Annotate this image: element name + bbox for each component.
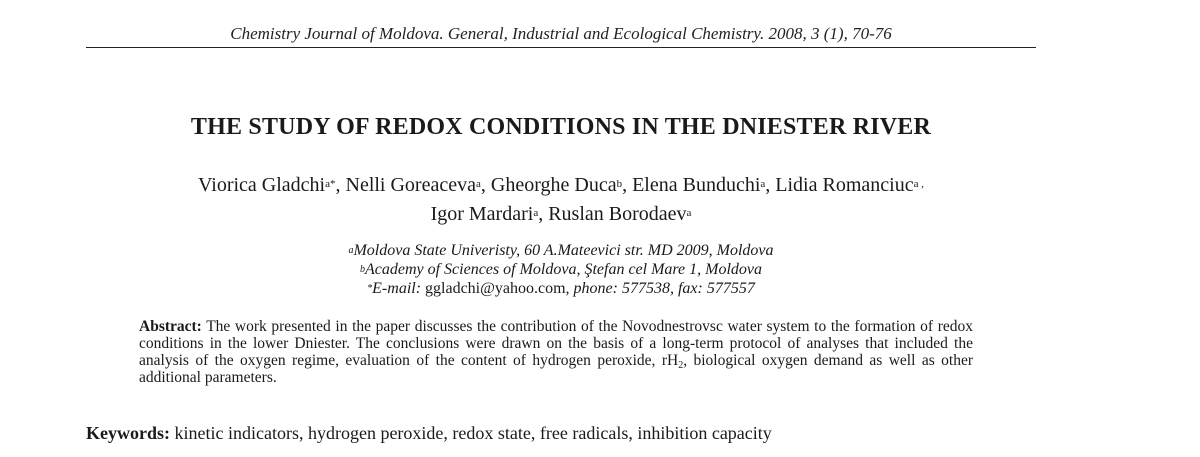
- author-separator: ,: [538, 203, 549, 225]
- affiliation-mark: a: [348, 245, 354, 256]
- email-link[interactable]: ggladchi@yahoo.com: [425, 280, 566, 297]
- author-line-2: [0, 200, 1122, 229]
- abstract-text-end: , biological oxygen demand as well as other additional parameters.: [139, 352, 973, 386]
- author-name: Viorica Gladchi: [198, 174, 326, 196]
- author-name: Elena Bunduchi: [632, 174, 761, 196]
- author-separator: ,: [622, 174, 633, 196]
- header-divider: [86, 47, 1036, 48]
- keywords-text: kinetic indicators, hydrogen peroxide, redox state, free radicals, inhibition capacity: [170, 423, 772, 443]
- author-affiliation-mark: b: [616, 178, 623, 190]
- keywords: [86, 422, 772, 444]
- abstract: [139, 318, 973, 386]
- keywords-label: Keywords:: [86, 423, 170, 443]
- author-name: Igor Mardari: [430, 203, 534, 225]
- abstract-subscript: 2: [678, 360, 684, 371]
- affiliation-mark: b: [359, 264, 365, 275]
- abstract-label: Abstract:: [139, 318, 202, 335]
- author-separator: ,: [335, 174, 346, 196]
- author-name: Gheorghe Duca: [490, 174, 617, 196]
- affiliation-a: [0, 241, 1122, 260]
- author-line-1: [0, 171, 1122, 200]
- journal-header: Chemistry Journal of Moldova. General, Industrial and Ecological Chemistry. 2008, 3 (1), 70-76: [230, 24, 892, 43]
- author-separator: ,: [480, 174, 491, 196]
- contact-line: [0, 279, 1122, 298]
- author-affiliation-mark: a*: [325, 178, 336, 190]
- author-name: Nelli Goreaceva: [345, 174, 476, 196]
- paper-title: THE STUDY OF REDOX CONDITIONS IN THE DNIESTER RIVER: [190, 114, 932, 140]
- author-separator: ,: [765, 174, 776, 196]
- affiliation-b: [0, 260, 1122, 279]
- affiliation-text: Moldova State Univeristy, 60 A.Mateevici str. MD 2009, Moldova: [353, 242, 774, 259]
- author-name: Ruslan Borodaev: [548, 203, 687, 225]
- affiliation-text: Academy of Sciences of Moldova, Ştefan cel Mare 1, Moldova: [364, 261, 763, 278]
- email-label: E-mail:: [372, 280, 426, 297]
- author-affiliation-mark: a: [686, 207, 692, 219]
- author-affiliation-mark: a ,: [913, 178, 924, 190]
- corresponding-mark: *: [367, 283, 373, 294]
- author-list: [0, 171, 1122, 229]
- author-affiliation-mark: a: [533, 207, 539, 219]
- author-name: Lidia Romanciuc: [775, 174, 914, 196]
- author-affiliation-mark: a: [760, 178, 766, 190]
- author-affiliation-mark: a: [475, 178, 481, 190]
- abstract-text: The work presented in the paper discusses the contribution of the Novodnestrovsc water system to the formation of redox conditions in the lower Dniester. The conclusions were drawn on the basis of a long-term protocol of analyses that included the analysis of the oxygen regime, evaluation of the content of hydrogen peroxide, rH: [139, 318, 973, 369]
- affiliations: [0, 241, 1122, 298]
- contact-details: , phone: 577538, fax: 577557: [565, 280, 755, 297]
